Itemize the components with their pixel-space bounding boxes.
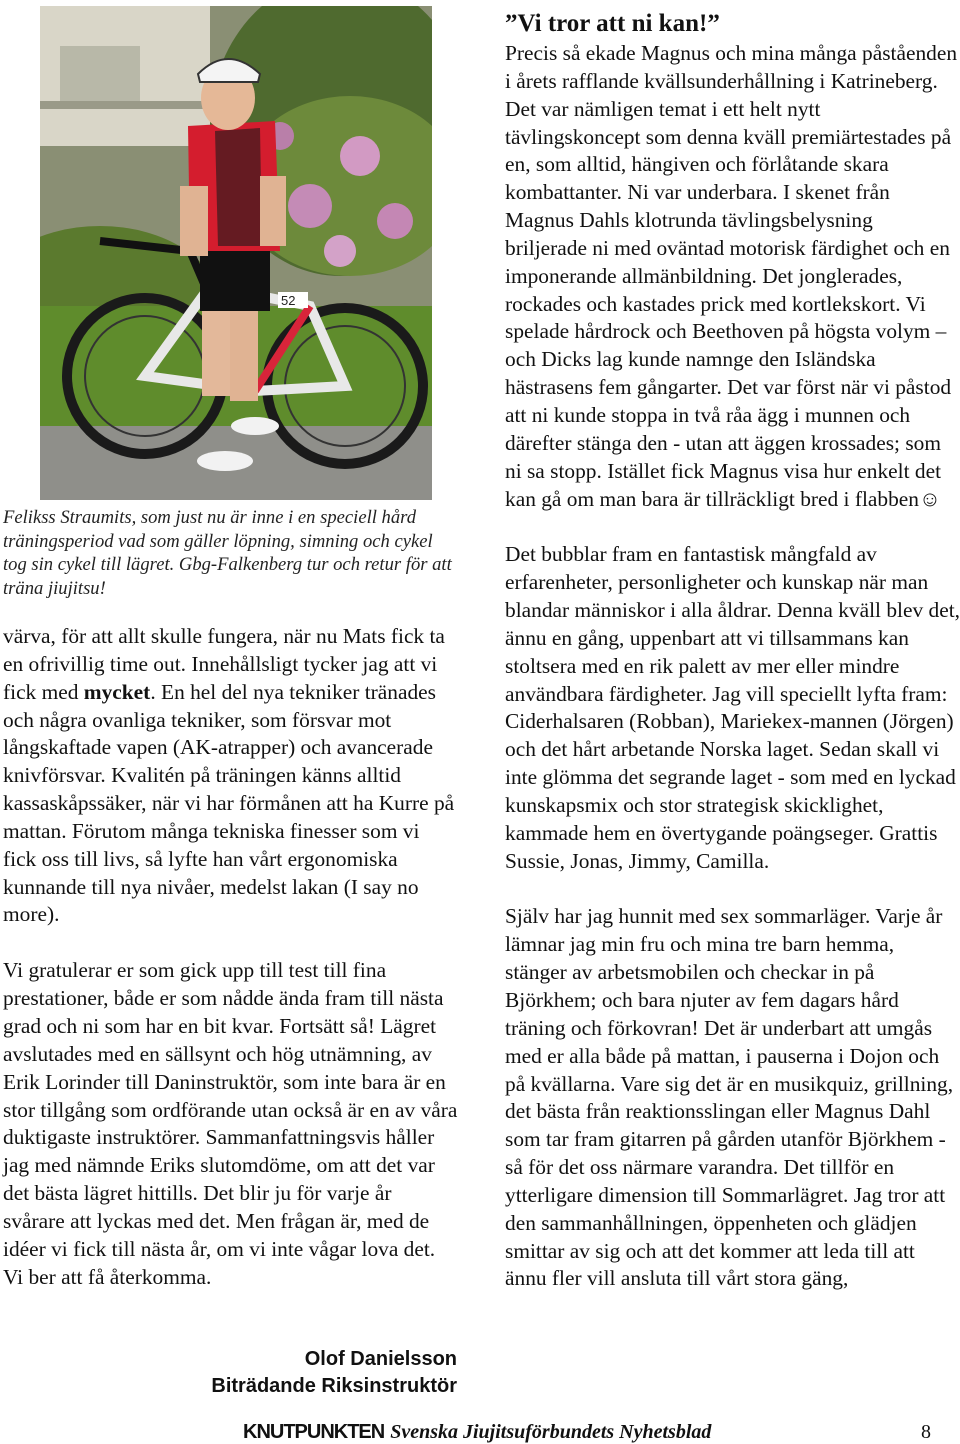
left-column: [3, 623, 458, 1291]
left-paragraph-1: [3, 623, 458, 929]
right-paragraph-3: Själv har jag hunnit med sex sommarläger. Varje år lämnar jag min fru och mina tre barn hemma, stänger av arbetsmobilen och checkar in på Björkhem; och bara njuter av fem dagars hård träning och förkovran! Det är underbart att umgås med er alla både på mattan, i pauserna i Dojon och på kvällarna. Vare sig det är en musikquiz, grillning, det bästa från reaktionsslingan eller Magnus Dahl som tar fram gitarren på gården utanför Björkhem - så för det oss närmare varandra. Det tillför en ytterligare dimension till Sommarlägret. Jag tror att den sammanhållningen, öppenheten och glädjen smittar av sig och att det kommer att leda till att ännu fler vill ansluta till vårt stora gäng,: [505, 904, 954, 1291]
cyclist-photo: [40, 6, 432, 500]
cyclist-photo-illustration: [40, 6, 432, 500]
newsletter-brand: KNUTPUNKTEN: [243, 1421, 385, 1443]
newsletter-subtitle: Svenska Jiujitsuförbundets Nyhetsblad: [390, 1421, 712, 1443]
left-paragraph-2: Vi gratulerar er som gick upp till test till fina prestationer, både er som nådde ända fram till nästa grad och ni som har en bit kvar. Fortsätt så! Lägret avslutades med en sällsynt och hög utnämning, av Erik Lorinder till Daninstruktör, som inte bara är en stor tillgång som ordförande utan också är en av våra duktigaste instruktörer. Sammanfattningsvis håller jag med nämnde Eriks slutomdöme, om att det var det bästa lägret hittills. Det blir ju för varje år svårare att lyckas med det. Men frågan är, med de idéer vi fick till nästa år, om vi inte vågar lova det. Vi ber att få återkomma.: [3, 958, 458, 1289]
bike-number-label: 52: [281, 293, 296, 308]
signature-name: Olof Danielsson: [304, 1348, 457, 1370]
page-footer: [243, 1418, 943, 1444]
left-paragraph-1-emphasis: mycket: [83, 679, 151, 704]
left-paragraph-1-start: värva, för att allt skulle fungera, när nu Mats fick ta en ofrivillig time out. Innehållsligt tycker jag att vi fick med: [3, 624, 445, 704]
page-number: 8: [921, 1421, 931, 1443]
photo-caption: Felikss Straumits, som just nu är inne i en speciell hård träningsperiod vad som gäller löpning, simning och cykel tog sin cykel till lägret. Gbg-Falkenberg tur och retur för att träna jiujitsu!: [3, 507, 452, 599]
right-paragraph-1: Precis så ekade Magnus och mina många påståenden i årets rafflande kvällsunderhållning i Katrineberg. Det var nämligen temat i ett helt nytt tävlingskoncept som denna kväll premiärtestades på en, som alltid, hängiven och förlåtande skara kombattanter. Ni var underbara. I skenet från Magnus Dahls klotrunda tävlingsbelysning briljerade ni med oväntad motorisk färdighet och en imponerande allmänbildning. Det jonglerades, rockades och kastades prick med kortlekskort. Vi spelade hårdrock och Beethoven på högsta volym – och Dicks lag kunde namnge den Isländska hästrasens fem gångarter. Det var först när vi påstod att ni kunde stoppa in två råa ägg i munnen och därefter stänga den - utan att äggen krossades; som ni sa stopp. Istället fick Magnus visa hur enkelt det kan gå om man bara är tillräckligt bred i flabben☺: [505, 41, 958, 511]
signature-title: Biträdande Riksinstruktör: [211, 1375, 457, 1397]
right-column: [505, 10, 960, 1293]
signature-block: [211, 1346, 457, 1400]
right-paragraph-2: Det bubblar fram en fantastisk mångfald av erfarenheter, personligheter och kunskap när man blandar människor i alla åldrar. Denna kväll blev det, ännu en gång, uppenbart att vi tillsammans kan stoltsera med en rik palett av mer eller mindre användbara färdigheter. Jag vill speciellt lyfta fram: Ciderhalsaren (Robban), Mariekex-mannen (Jörgen) och det hårt arbetande Norska laget. Sedan skall vi inte glömma det segrande laget - som med en lyckad kunskapsmix och stor strategisk skicklighet, kammade hem en övertygande poängseger. Grattis Sussie, Jonas, Jimmy, Camilla.: [505, 542, 960, 873]
article-heading: ”Vi tror att ni kan!”: [505, 10, 720, 37]
left-paragraph-1-end: . En hel del nya tekniker tränades och några ovanliga tekniker, som försvar mot långskaftade vapen (AK-atrapper) och avancerade knivförsvar. Kvalitén på träningen känns alltid kassaskåpssäker, när vi har förmånen att ha Kurre på mattan. Förutom många tekniska finesser som vi fick oss till livs, så lyfte han vårt ergonomiska kunnande till nya nivåer, medelst lakan (I say no more).: [3, 679, 455, 927]
